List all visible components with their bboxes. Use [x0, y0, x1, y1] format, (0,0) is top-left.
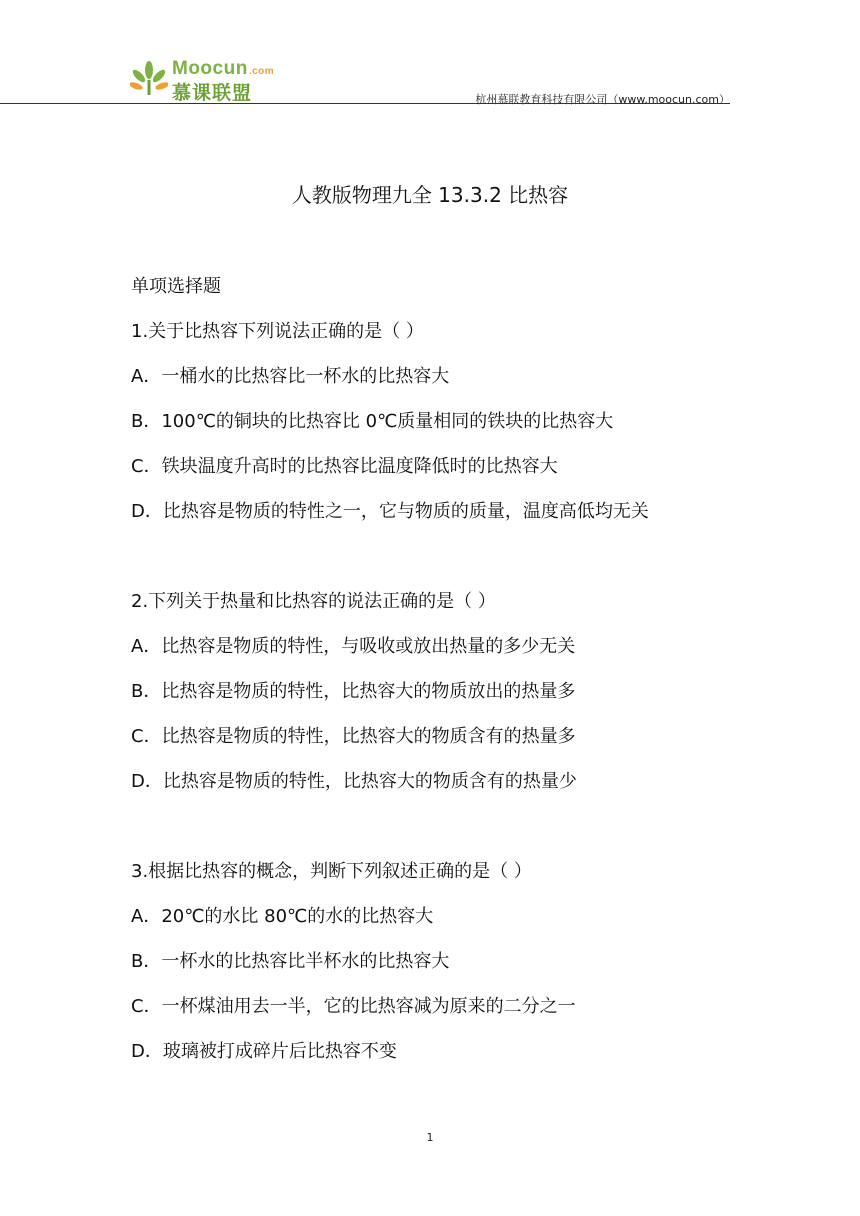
- page-number: 1: [426, 1131, 434, 1144]
- question-3-option-d: D．玻璃被打成碎片后比热容不变: [131, 1041, 397, 1062]
- question-3-stem: 3.根据比热容的概念，判断下列叙述正确的是（ ）: [131, 861, 532, 882]
- question-1-stem: 1.关于比热容下列说法正确的是（ ）: [131, 321, 424, 342]
- document-title: 人教版物理九全 13.3.2 比热容: [291, 183, 569, 207]
- question-1-option-c: C．铁块温度升高时的比热容比温度降低时的比热容大: [131, 456, 558, 477]
- question-1-option-a: A．一桶水的比热容比一杯水的比热容大: [131, 366, 450, 387]
- leaf-logo-icon: [130, 60, 168, 98]
- company-name: 杭州慕联教育科技有限公司（www.moocun.com）: [475, 93, 730, 106]
- question-2-option-d: D．比热容是物质的特性，比热容大的物质含有的热量少: [131, 771, 577, 792]
- header-divider: [0, 103, 730, 104]
- question-3-option-c: C．一杯煤油用去一半，它的比热容减为原来的二分之一: [131, 996, 576, 1017]
- question-2-stem: 2.下列关于热量和比热容的说法正确的是（ ）: [131, 591, 496, 612]
- question-2-option-a: A．比热容是物质的特性，与吸收或放出热量的多少无关: [131, 636, 576, 657]
- question-3-option-b: B．一杯水的比热容比半杯水的比热容大: [131, 951, 450, 972]
- question-2-option-c: C．比热容是物质的特性，比热容大的物质含有的热量多: [131, 726, 576, 747]
- question-2-option-b: B．比热容是物质的特性，比热容大的物质放出的热量多: [131, 681, 576, 702]
- section-heading: 单项选择题: [131, 276, 221, 297]
- question-1-option-b: B．100℃的铜块的比热容比 0℃质量相同的铁块的比热容大: [131, 411, 614, 432]
- question-3-option-a: A．20℃的水比 80℃的水的比热容大: [131, 906, 434, 927]
- moocun-logo: [130, 56, 290, 102]
- logo-chinese-name: 慕课联盟: [172, 82, 253, 104]
- page-header: [130, 56, 730, 104]
- question-1-option-d: D．比热容是物质的特性之一，它与物质的质量，温度高低均无关: [131, 501, 649, 522]
- logo-wordmark: Moocun.com: [172, 58, 275, 79]
